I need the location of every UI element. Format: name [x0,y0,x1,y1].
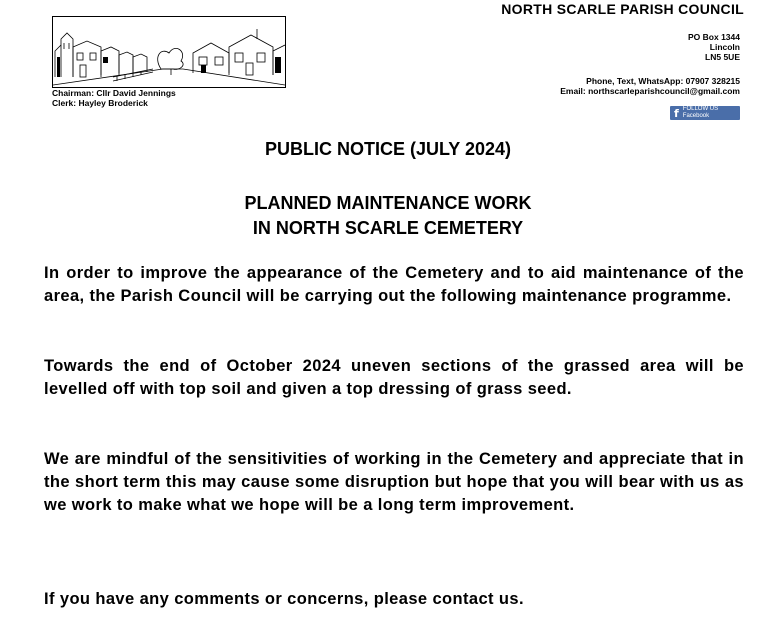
facebook-badge-line: Facebook [682,113,710,119]
clerk-name: Clerk: Hayley Broderick [52,98,148,108]
address-line: LN5 5UE [705,52,740,62]
facebook-badge-line: FOLLOW US [682,106,719,112]
village-sketch-logo [52,16,286,88]
address-line: PO Box 1344 [688,32,740,42]
notice-paragraph: If you have any comments or concerns, please contact us. [44,590,524,608]
chairman-name: Chairman: Cllr David Jennings [52,88,176,98]
village-street-illustration [53,17,285,87]
facebook-icon: f [674,106,679,120]
postal-address [688,32,740,62]
email-address[interactable]: Email: northscarleparishcouncil@gmail.com [560,86,740,96]
notice-paragraph: We are mindful of the sensitivities of working in the Cemetery and appreciate that in the short term this may cause some disruption but hope that you will bear with us as we work to make what we hope will be a long term improvement. [44,450,744,514]
work-title-line: PLANNED MAINTENANCE WORK [244,193,532,213]
council-officials [52,88,176,108]
address-line: Lincoln [709,42,740,52]
work-title [0,191,776,241]
work-title-line: IN NORTH SCARLE CEMETERY [252,218,524,238]
notice-paragraph: Towards the end of October 2024 uneven sections of the grassed area will be levelled off with top soil and given a top dressing of grass seed. [44,357,744,398]
contact-details [560,76,740,96]
council-name: NORTH SCARLE PARISH COUNCIL [501,1,744,17]
notice-paragraph: In order to improve the appearance of the Cemetery and to aid maintenance of the area, the Parish Council will be carrying out the following maintenance programme. [44,264,744,305]
notice-title: PUBLIC NOTICE (JULY 2024) [264,139,512,159]
facebook-follow-badge[interactable] [670,106,740,120]
phone-number: Phone, Text, WhatsApp: 07907 328215 [586,76,740,86]
